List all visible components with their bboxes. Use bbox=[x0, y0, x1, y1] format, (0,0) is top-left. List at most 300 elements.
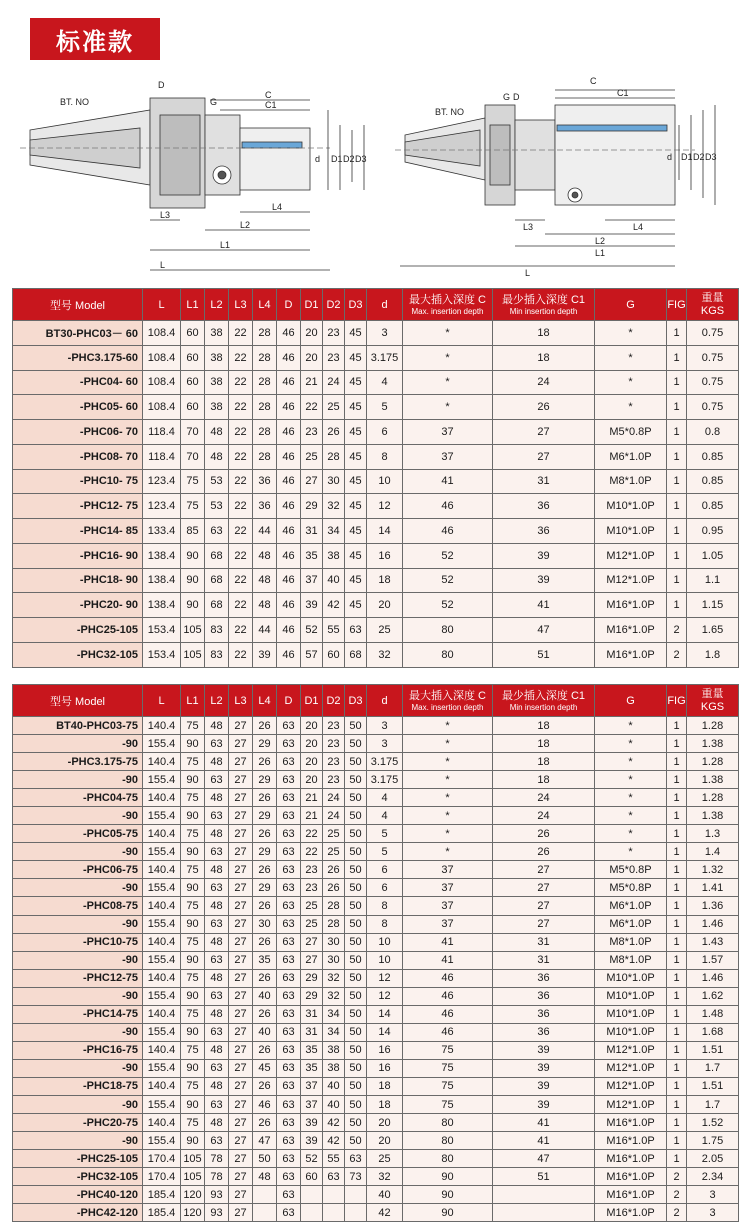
table-cell: 50 bbox=[253, 1150, 277, 1168]
fig2-label-D: D bbox=[513, 92, 520, 102]
fig2-label-C: C bbox=[590, 76, 597, 86]
table-cell: 78 bbox=[205, 1150, 229, 1168]
table-row bbox=[13, 735, 739, 753]
table-cell: 48 bbox=[205, 861, 229, 879]
table-cell: 46 bbox=[403, 494, 493, 519]
table-cell: * bbox=[595, 370, 667, 395]
model-cell: -PHC25-105 bbox=[13, 1150, 143, 1168]
fig1-label-btno: BT. NO bbox=[60, 97, 90, 107]
table-cell: 40 bbox=[253, 987, 277, 1005]
table-cell: 63 bbox=[277, 1168, 301, 1186]
table-cell: 138.4 bbox=[143, 543, 181, 568]
table-cell: 22 bbox=[229, 519, 253, 544]
table-cell: 21 bbox=[301, 807, 323, 825]
col-L3: L3 bbox=[229, 685, 253, 717]
table-cell: 155.4 bbox=[143, 1059, 181, 1077]
table-cell: 138.4 bbox=[143, 568, 181, 593]
table-cell: 50 bbox=[345, 1059, 367, 1077]
table-row bbox=[13, 969, 739, 987]
table-cell: 48 bbox=[205, 753, 229, 771]
col-L1: L1 bbox=[181, 289, 205, 321]
table-cell: 1 bbox=[667, 1132, 687, 1150]
table-row bbox=[13, 861, 739, 879]
model-cell: -PHC10-75 bbox=[13, 933, 143, 951]
table-cell: 23 bbox=[323, 717, 345, 735]
table-cell: 1.7 bbox=[687, 1095, 739, 1113]
table-cell: 21 bbox=[301, 789, 323, 807]
table-cell: 80 bbox=[403, 1114, 493, 1132]
table-cell: 18 bbox=[493, 753, 595, 771]
table-cell: 46 bbox=[277, 618, 301, 643]
table-cell: 50 bbox=[345, 1095, 367, 1113]
table-cell: 27 bbox=[229, 717, 253, 735]
table-cell: 27 bbox=[229, 1095, 253, 1113]
section-badge: 标准款 bbox=[30, 18, 160, 60]
table-cell: 46 bbox=[277, 321, 301, 346]
table-cell: 37 bbox=[301, 1077, 323, 1095]
table-cell: 85 bbox=[181, 519, 205, 544]
col-D2: D2 bbox=[323, 685, 345, 717]
model-cell: -PHC20-75 bbox=[13, 1114, 143, 1132]
table-cell: 41 bbox=[493, 593, 595, 618]
table-cell: 63 bbox=[205, 771, 229, 789]
table-cell: 63 bbox=[205, 1023, 229, 1041]
table-cell: 18 bbox=[367, 568, 403, 593]
table-cell: 41 bbox=[493, 1132, 595, 1150]
bt40-table-body bbox=[13, 717, 739, 1222]
table-cell: 48 bbox=[205, 717, 229, 735]
table-cell: 2.05 bbox=[687, 1150, 739, 1168]
table-cell: 18 bbox=[493, 321, 595, 346]
table-cell: * bbox=[595, 717, 667, 735]
model-cell: -PHC20- 90 bbox=[13, 593, 143, 618]
table-cell: 63 bbox=[277, 1204, 301, 1222]
table-cell: 1 bbox=[667, 1114, 687, 1132]
table-cell: 39 bbox=[301, 1114, 323, 1132]
table-cell: 52 bbox=[403, 593, 493, 618]
table-cell: M10*1.0P bbox=[595, 494, 667, 519]
table-cell: 40 bbox=[323, 1077, 345, 1095]
table-cell: 22 bbox=[301, 843, 323, 861]
table-cell: 1 bbox=[667, 843, 687, 861]
model-cell: -PHC3.175-60 bbox=[13, 345, 143, 370]
table-header-row bbox=[13, 685, 739, 717]
table-cell: 63 bbox=[277, 825, 301, 843]
table-cell: * bbox=[595, 735, 667, 753]
table-cell: 1.41 bbox=[687, 879, 739, 897]
table-cell: 93 bbox=[205, 1204, 229, 1222]
col-d: d bbox=[367, 685, 403, 717]
table-cell: 45 bbox=[253, 1059, 277, 1077]
table-cell: 27 bbox=[229, 897, 253, 915]
table-cell: 63 bbox=[277, 1059, 301, 1077]
table-cell: 50 bbox=[345, 915, 367, 933]
table-cell: 23 bbox=[323, 771, 345, 789]
fig1-label-D3: D3 bbox=[355, 154, 367, 164]
table-cell: 20 bbox=[301, 735, 323, 753]
table-cell: 50 bbox=[345, 789, 367, 807]
col-model: 型号 Model bbox=[13, 289, 143, 321]
table-row bbox=[13, 987, 739, 1005]
table-cell: 63 bbox=[277, 933, 301, 951]
table-cell: 1 bbox=[667, 1041, 687, 1059]
table-cell: 22 bbox=[229, 370, 253, 395]
table-cell: 5 bbox=[367, 843, 403, 861]
table-cell: M12*1.0P bbox=[595, 1059, 667, 1077]
table-cell: 1.52 bbox=[687, 1114, 739, 1132]
model-cell: -PHC04-75 bbox=[13, 789, 143, 807]
table-cell: 133.4 bbox=[143, 519, 181, 544]
table-cell: 38 bbox=[205, 370, 229, 395]
table-row bbox=[13, 345, 739, 370]
table-cell: 48 bbox=[205, 933, 229, 951]
table-cell: 46 bbox=[277, 593, 301, 618]
table-cell: 63 bbox=[277, 1023, 301, 1041]
table-cell: 105 bbox=[181, 1168, 205, 1186]
table-cell: 3.175 bbox=[367, 345, 403, 370]
table-cell: 60 bbox=[181, 321, 205, 346]
table-cell: 27 bbox=[229, 987, 253, 1005]
table-cell: 37 bbox=[301, 1095, 323, 1113]
table-cell: 50 bbox=[345, 879, 367, 897]
table-cell: 27 bbox=[229, 825, 253, 843]
col-G: G bbox=[595, 289, 667, 321]
table-row bbox=[13, 494, 739, 519]
table-cell: 1 bbox=[667, 395, 687, 420]
table-cell: M12*1.0P bbox=[595, 1095, 667, 1113]
table-cell: 16 bbox=[367, 1059, 403, 1077]
table-cell: M16*1.0P bbox=[595, 1168, 667, 1186]
table-cell: 23 bbox=[301, 420, 323, 445]
table-cell: 3 bbox=[687, 1186, 739, 1204]
table-cell: 83 bbox=[205, 642, 229, 667]
table-cell: 20 bbox=[301, 321, 323, 346]
table-cell: 75 bbox=[181, 789, 205, 807]
table-cell: 63 bbox=[277, 879, 301, 897]
table-cell: 1 bbox=[667, 951, 687, 969]
table-cell: 90 bbox=[403, 1204, 493, 1222]
table-cell: 20 bbox=[301, 753, 323, 771]
table-cell: 75 bbox=[181, 1041, 205, 1059]
col-D3: D3 bbox=[345, 685, 367, 717]
col-C: 最大插入深度 C Max. insertion depth bbox=[403, 289, 493, 321]
table-cell: 6 bbox=[367, 420, 403, 445]
table-cell: 53 bbox=[205, 469, 229, 494]
table-cell: 63 bbox=[323, 1168, 345, 1186]
table-cell: 185.4 bbox=[143, 1186, 181, 1204]
table-cell: 90 bbox=[181, 951, 205, 969]
table-cell: 120 bbox=[181, 1204, 205, 1222]
fig2-label-d: d bbox=[667, 152, 673, 162]
table-cell: 46 bbox=[253, 1095, 277, 1113]
table-cell: 1 bbox=[667, 987, 687, 1005]
table-cell: 50 bbox=[345, 1114, 367, 1132]
col-L4: L4 bbox=[253, 289, 277, 321]
table-row bbox=[13, 370, 739, 395]
table-cell: 24 bbox=[493, 789, 595, 807]
table-cell: 48 bbox=[253, 593, 277, 618]
model-cell: -PHC42-120 bbox=[13, 1204, 143, 1222]
table-cell: 25 bbox=[323, 843, 345, 861]
table-cell: 16 bbox=[367, 543, 403, 568]
fig2-label-L3: L3 bbox=[523, 222, 534, 232]
table-cell: 123.4 bbox=[143, 469, 181, 494]
table-cell: 27 bbox=[229, 1059, 253, 1077]
table-cell: 1 bbox=[667, 1023, 687, 1041]
table-cell: 108.4 bbox=[143, 321, 181, 346]
model-cell: -PHC32-105 bbox=[13, 642, 143, 667]
table-cell: 27 bbox=[229, 843, 253, 861]
table-cell: 155.4 bbox=[143, 1023, 181, 1041]
table-cell: 31 bbox=[493, 951, 595, 969]
table-cell: 36 bbox=[253, 494, 277, 519]
table-cell: 63 bbox=[277, 1132, 301, 1150]
table-cell: 44 bbox=[253, 519, 277, 544]
table-cell: 36 bbox=[253, 469, 277, 494]
fig1-label-D: D bbox=[158, 80, 165, 90]
table-cell: 28 bbox=[253, 321, 277, 346]
table-cell: 1.28 bbox=[687, 717, 739, 735]
col-L: L bbox=[143, 289, 181, 321]
table-cell: 31 bbox=[493, 469, 595, 494]
table-cell: 60 bbox=[181, 395, 205, 420]
table-cell bbox=[345, 1186, 367, 1204]
model-cell: -PHC06- 70 bbox=[13, 420, 143, 445]
table-cell: 26 bbox=[323, 861, 345, 879]
technical-drawings bbox=[0, 70, 750, 280]
table-cell: 48 bbox=[205, 1005, 229, 1023]
table-cell: 2 bbox=[667, 1168, 687, 1186]
table-cell: 27 bbox=[229, 1023, 253, 1041]
table-cell: * bbox=[595, 807, 667, 825]
table-cell: 2.34 bbox=[687, 1168, 739, 1186]
table-cell: 60 bbox=[323, 642, 345, 667]
model-cell: -PHC40-120 bbox=[13, 1186, 143, 1204]
table-cell: 3 bbox=[367, 717, 403, 735]
table-cell: 63 bbox=[205, 1059, 229, 1077]
table-cell: 25 bbox=[323, 825, 345, 843]
table-cell: 20 bbox=[301, 345, 323, 370]
table-cell: * bbox=[595, 825, 667, 843]
table-cell: 27 bbox=[493, 897, 595, 915]
model-cell: -90 bbox=[13, 1132, 143, 1150]
table-cell: 22 bbox=[229, 444, 253, 469]
table-cell: 22 bbox=[229, 420, 253, 445]
table-cell: 46 bbox=[277, 642, 301, 667]
table-cell: 155.4 bbox=[143, 987, 181, 1005]
table-row bbox=[13, 1041, 739, 1059]
table-cell: 29 bbox=[253, 807, 277, 825]
table-cell: 63 bbox=[277, 897, 301, 915]
table-cell: 0.85 bbox=[687, 444, 739, 469]
table-cell: 6 bbox=[367, 861, 403, 879]
table-cell: 24 bbox=[493, 807, 595, 825]
table-cell: 14 bbox=[367, 1023, 403, 1041]
table-cell: 45 bbox=[345, 321, 367, 346]
table-cell: 48 bbox=[205, 444, 229, 469]
table-cell: 50 bbox=[345, 987, 367, 1005]
table-cell: * bbox=[403, 717, 493, 735]
table-cell: 90 bbox=[181, 915, 205, 933]
col-D: D bbox=[277, 289, 301, 321]
table-cell: 75 bbox=[181, 753, 205, 771]
fig2-label-btno: BT. NO bbox=[435, 107, 465, 117]
table-cell: 20 bbox=[367, 1114, 403, 1132]
table-cell: 75 bbox=[181, 1077, 205, 1095]
table-cell: 155.4 bbox=[143, 915, 181, 933]
table-cell: 8 bbox=[367, 915, 403, 933]
table-cell: 1 bbox=[667, 771, 687, 789]
table-cell: * bbox=[403, 370, 493, 395]
table-cell: 140.4 bbox=[143, 1041, 181, 1059]
fig2-label-L: L bbox=[525, 268, 531, 278]
table-cell: 28 bbox=[253, 345, 277, 370]
col-L1: L1 bbox=[181, 685, 205, 717]
table-cell: 22 bbox=[229, 321, 253, 346]
table-cell: 63 bbox=[277, 969, 301, 987]
table-cell: 50 bbox=[345, 1041, 367, 1059]
table-cell: 1.48 bbox=[687, 1005, 739, 1023]
table-cell: M8*1.0P bbox=[595, 951, 667, 969]
table-cell: 63 bbox=[277, 915, 301, 933]
table-cell: 27 bbox=[229, 1186, 253, 1204]
table-cell: 31 bbox=[493, 933, 595, 951]
table-cell: 39 bbox=[301, 1132, 323, 1150]
table-cell: 27 bbox=[229, 789, 253, 807]
table-cell: 90 bbox=[181, 568, 205, 593]
table-cell: 26 bbox=[253, 933, 277, 951]
table-row bbox=[13, 717, 739, 735]
model-cell: -PHC08- 70 bbox=[13, 444, 143, 469]
model-cell: -90 bbox=[13, 1095, 143, 1113]
model-cell: -90 bbox=[13, 735, 143, 753]
table-cell: 1.68 bbox=[687, 1023, 739, 1041]
fig2-label-G: G bbox=[503, 92, 511, 102]
table-cell: 2 bbox=[667, 618, 687, 643]
table-row bbox=[13, 395, 739, 420]
table-cell: M10*1.0P bbox=[595, 1005, 667, 1023]
col-D1: D1 bbox=[301, 289, 323, 321]
table-cell: * bbox=[403, 753, 493, 771]
table-cell: M16*1.0P bbox=[595, 1114, 667, 1132]
fig1-label-C: C bbox=[265, 90, 272, 100]
table-cell: * bbox=[403, 807, 493, 825]
table-cell: 18 bbox=[493, 345, 595, 370]
model-cell: -90 bbox=[13, 987, 143, 1005]
table-cell: 3.175 bbox=[367, 753, 403, 771]
table-cell: 48 bbox=[205, 969, 229, 987]
table-cell: 90 bbox=[403, 1168, 493, 1186]
table-cell: 63 bbox=[345, 1150, 367, 1168]
table-cell: 1 bbox=[667, 753, 687, 771]
model-cell: -PHC16-75 bbox=[13, 1041, 143, 1059]
table-cell: 40 bbox=[367, 1186, 403, 1204]
table-cell: 140.4 bbox=[143, 753, 181, 771]
table-cell: 27 bbox=[229, 753, 253, 771]
table-cell: 5 bbox=[367, 825, 403, 843]
table-cell: 140.4 bbox=[143, 825, 181, 843]
table-cell: 1 bbox=[667, 879, 687, 897]
table-cell: 63 bbox=[277, 951, 301, 969]
table-cell: 45 bbox=[345, 543, 367, 568]
table-cell: 63 bbox=[205, 843, 229, 861]
table-cell: 60 bbox=[301, 1168, 323, 1186]
table-row bbox=[13, 1059, 739, 1077]
table-cell: 70 bbox=[181, 444, 205, 469]
table-cell: 60 bbox=[181, 370, 205, 395]
table-cell: 32 bbox=[367, 642, 403, 667]
table-cell: M5*0.8P bbox=[595, 861, 667, 879]
table-cell: 140.4 bbox=[143, 717, 181, 735]
table-cell: 45 bbox=[345, 345, 367, 370]
table-cell: 1 bbox=[667, 494, 687, 519]
table-cell: * bbox=[403, 825, 493, 843]
table-row bbox=[13, 1150, 739, 1168]
table-cell: 1.15 bbox=[687, 593, 739, 618]
table-cell: 1.4 bbox=[687, 843, 739, 861]
table-cell: 50 bbox=[345, 717, 367, 735]
table-cell: 75 bbox=[181, 969, 205, 987]
table-cell: 75 bbox=[181, 1114, 205, 1132]
table-cell: 1.38 bbox=[687, 807, 739, 825]
table-cell: 29 bbox=[301, 987, 323, 1005]
table-cell: 41 bbox=[403, 469, 493, 494]
bt40-spec-table bbox=[12, 684, 739, 1222]
table-cell: 41 bbox=[403, 951, 493, 969]
table-row bbox=[13, 469, 739, 494]
table-cell: M6*1.0P bbox=[595, 444, 667, 469]
table-cell: 14 bbox=[367, 1005, 403, 1023]
col-model: 型号 Model bbox=[13, 685, 143, 717]
table-cell: M8*1.0P bbox=[595, 933, 667, 951]
table-cell: 75 bbox=[181, 861, 205, 879]
table-row bbox=[13, 444, 739, 469]
table-cell: 30 bbox=[323, 951, 345, 969]
table-cell: 27 bbox=[229, 1150, 253, 1168]
bt30-table-body bbox=[13, 321, 739, 668]
table-cell: 90 bbox=[181, 1132, 205, 1150]
table-cell: 27 bbox=[493, 915, 595, 933]
table-cell: 90 bbox=[181, 879, 205, 897]
table-cell: 57 bbox=[301, 642, 323, 667]
table-cell: 27 bbox=[229, 933, 253, 951]
table-cell: 51 bbox=[493, 1168, 595, 1186]
col-D2: D2 bbox=[323, 289, 345, 321]
table-cell: 52 bbox=[403, 543, 493, 568]
table-cell: 26 bbox=[253, 969, 277, 987]
table-cell: 1 bbox=[667, 735, 687, 753]
table-cell: 1.1 bbox=[687, 568, 739, 593]
table-cell: 63 bbox=[277, 1077, 301, 1095]
table-cell: * bbox=[403, 771, 493, 789]
table-cell: 63 bbox=[205, 1095, 229, 1113]
table-cell: 24 bbox=[493, 370, 595, 395]
table-cell: 1.51 bbox=[687, 1077, 739, 1095]
table-cell: 48 bbox=[253, 543, 277, 568]
table-cell: 63 bbox=[205, 987, 229, 1005]
table-cell: M10*1.0P bbox=[595, 519, 667, 544]
table-cell: 68 bbox=[205, 543, 229, 568]
table-cell: 47 bbox=[493, 1150, 595, 1168]
table-cell: 45 bbox=[345, 420, 367, 445]
table-cell: 75 bbox=[403, 1095, 493, 1113]
table-cell: 36 bbox=[493, 494, 595, 519]
table-cell: 90 bbox=[181, 1023, 205, 1041]
table-cell: 1 bbox=[667, 469, 687, 494]
table-row bbox=[13, 1005, 739, 1023]
drawing-fig1 bbox=[10, 70, 380, 280]
fig1-label-L1: L1 bbox=[220, 240, 231, 250]
